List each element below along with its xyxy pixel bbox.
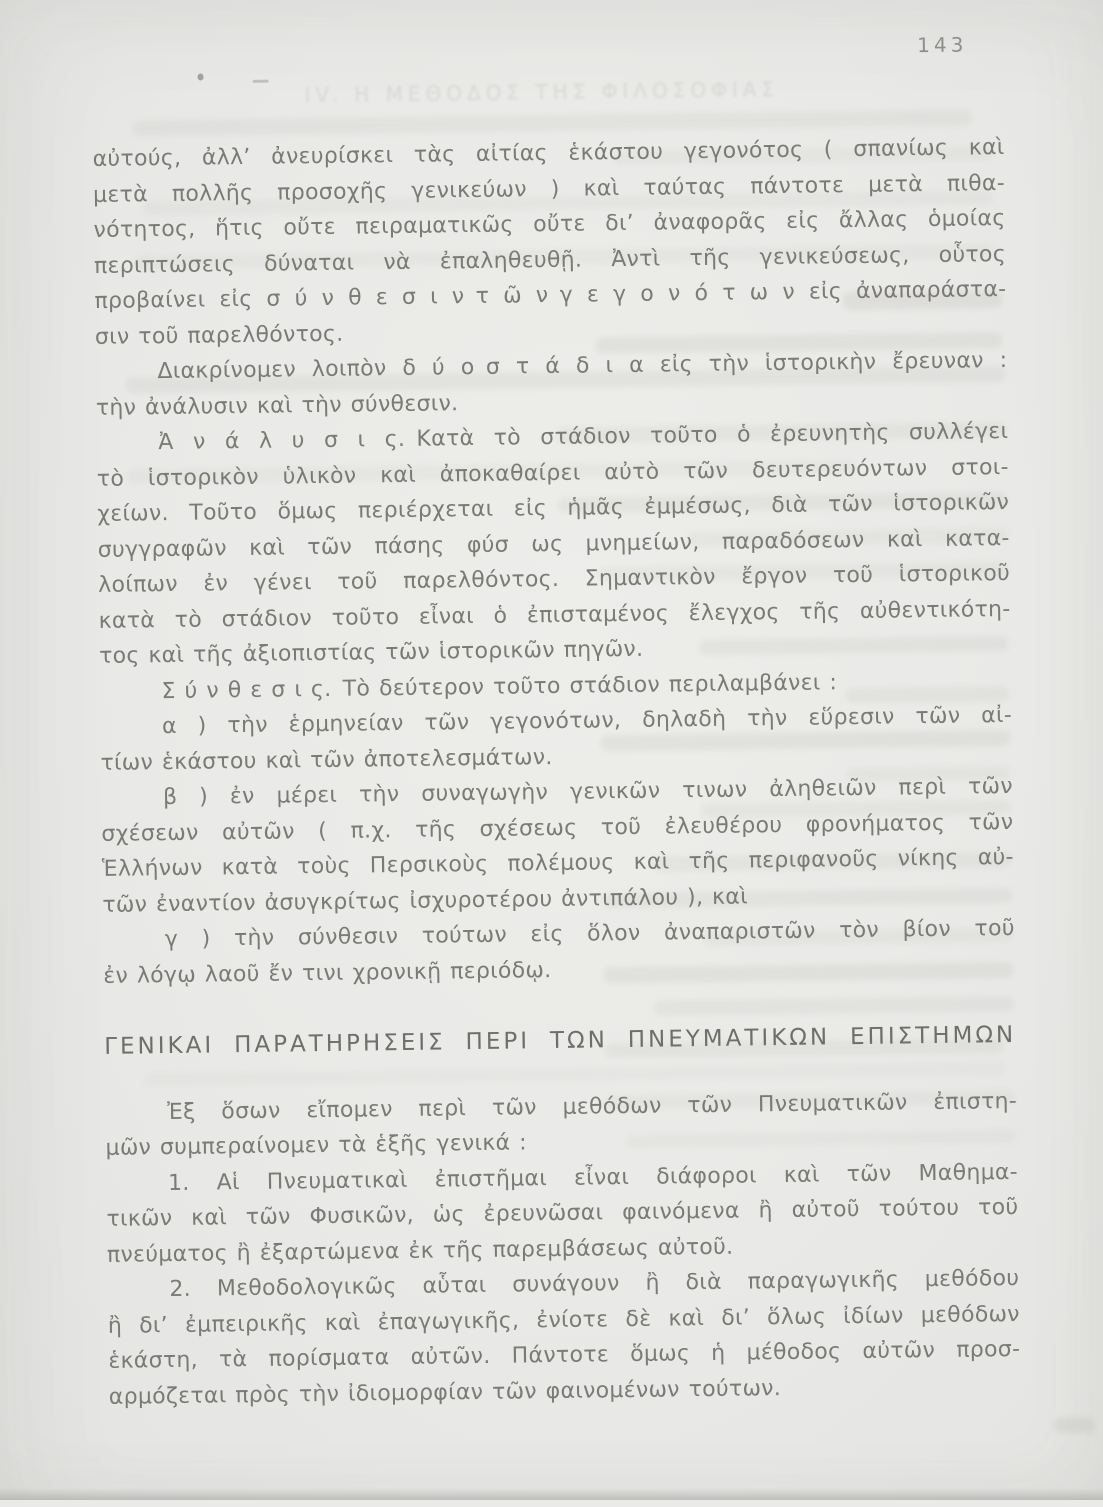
paragraph [106, 1154, 1019, 1272]
text-line: τῶν ἐναντίον ἀσυγκρίτως ἰσχυροτέρου ἀντιπάλου ), καὶ [102, 883, 749, 918]
text-line: συγγραφῶν καὶ τῶν πάσης φύσ ως μνημείων, παραδόσεων καὶ κατα- [97, 525, 1010, 563]
text-line: κατὰ τὸ στάδιον τοῦτο εἶναι ὁ ἐπισταμένος ἔλεγχος τῆς αὐθεντικότη- [98, 596, 1011, 634]
text-line: περιπτώσεις δύναται νὰ ἐπαληθευθῇ. Ἀντὶ τῆς γενικεύσεως, οὗτος [93, 241, 1007, 279]
text-line: τίων ἑκάστου καὶ τῶν ἀποτελεσμάτων. [100, 744, 553, 776]
text-line: ἑκάστη, τὰ πορίσματα αὐτῶν. Πάντοτε ὅμως ἡ μέθοδος αὐτῶν προσ- [108, 1336, 1021, 1374]
text-line: ἐν λόγῳ λαοῦ ἔν τινι χρονικῇ περιόδῳ. [103, 957, 552, 989]
bleed-through-heading: IV. Η ΜΕΘΟΔΟΣ ΤΗΣ ΦΙΛΟΣΟΦΙΑΣ [304, 76, 780, 108]
page-number: 143 [917, 32, 968, 58]
text-line: τος καὶ τῆς ἀξιοπιστίας τῶν ἱστορικῶν πηγῶν. [98, 636, 644, 669]
text-line: Διακρίνομεν λοιπὸν δ ύ ο σ τ ά δ ι α εἰς τὴν ἱστορικὴν ἔρευναν : [157, 347, 1008, 385]
text-line: προβαίνει εἰς σ ύ ν θ ε σ ι ν τ ῶ ν γ ε γ ο ν ό τ ω ν εἰς ἀναπαράστα- [94, 277, 1007, 314]
text-line: Σ ύ ν θ ε σ ι ς. Τὸ δεύτερον τοῦτο στάδιον περιλαμβάνει : [161, 669, 838, 704]
scan-bottom-edge [0, 1488, 1103, 1500]
paragraph [103, 911, 1016, 994]
bleed-through-artifact [1053, 1417, 1095, 1434]
text-line: β ) ἐν μέρει τὴν συναγωγὴν γενικῶν τινων ἀληθειῶν περὶ τῶν [162, 773, 1014, 811]
text-line: Ἑλλήνων κατὰ τοὺς Περσικοὺς πολέμους καὶ τῆς περιφανοῦς νίκης αὐ- [101, 844, 1015, 882]
text-line: α ) τὴν ἑρμηνείαν τῶν γεγονότων, δηλαδὴ τὴν εὕρεσιν τῶν αἰ- [161, 702, 1013, 740]
text-line: τὴν ἀνάλυσιν καὶ τὴν σύνθεσιν. [95, 390, 459, 421]
text-line: πνεύματος ἢ ἐξαρτώμενα ἐκ τῆς παρεμβάσεως αὐτοῦ. [106, 1234, 734, 1268]
text-line: 1. Αἱ Πνευματικαὶ ἐπιστῆμαι εἶναι διάφοροι καὶ τῶν Μαθημα- [167, 1159, 1019, 1196]
text-line: αρμόζεται πρὸς τὴν ἰδιομορφίαν τῶν φαινομένων τούτων. [108, 1375, 782, 1410]
text-line: γ ) τὴν σύνθεσιν τούτων εἰς ὅλον ἀναπαριστῶν τὸν βίον τοῦ [164, 915, 1015, 953]
text-line: λοίπων ἐν γένει τοῦ παρελθόντος. Σημαντικὸν ἔργον τοῦ ἱστορικοῦ [98, 560, 1011, 598]
text-line: μετὰ πολλῆς προσοχῆς γενικεύων ) καὶ ταύτας πάντοτε μετὰ πιθα- [92, 170, 1006, 208]
text-line: σιν τοῦ παρελθόντος. [94, 321, 344, 350]
text-line: αὐτούς, ἀλλ’ ἀνευρίσκει τὰς αἰτίας ἑκάστου γεγονότος ( σπανίως καὶ [92, 135, 1005, 172]
bleed-through-artifacts [0, 0, 1094, 7]
text-line: σχέσεων αὐτῶν ( π.χ. τῆς σχέσεως τοῦ ἐλευθέρου φρονήματος τῶν [101, 809, 1014, 847]
text-line: νότητος, ἥτις οὔτε πειραματικῶς οὔτε δι’ ἀναφορᾶς εἰς ἄλλας ὁμοίας [93, 206, 1006, 243]
text-line: 2. Μεθοδολογικῶς αὗται συνάγουν ἢ διὰ παραγωγικῆς μεθόδου [169, 1265, 1020, 1303]
bleed-through-artifact [842, 290, 1002, 310]
ink-speck [198, 73, 204, 80]
text-line: ἢ δι’ ἐμπειρικῆς καὶ ἐπαγωγικῆς, ἐνίοτε δὲ καὶ δι’ ὅλως ἰδίων μεθόδων [107, 1301, 1020, 1339]
bleed-through-artifact [845, 686, 1010, 703]
heading-line: ΓΕΝΙΚΑΙ ΠΑΡΑΤΗΡΗΣΕΙΣ ΠΕΡΙ ΤΩΝ ΠΝΕΥΜΑΤΙΚΩΝ ΕΠΙΣΤΗΜΩΝ [104, 1021, 1017, 1060]
ink-speck [253, 80, 269, 83]
text-line: τὸ ἱστορικὸν ὑλικὸν καὶ ἀποκαθαίρει αὐτὸ τῶν δευτερευόντων στοι- [96, 454, 1009, 492]
text-line: χείων. Τοῦτο ὅμως περιέρχεται εἰς ἡμᾶς ἐμμέσως, διὰ τῶν ἱστορικῶν [97, 489, 1010, 527]
text-line: Ἐξ ὅσων εἴπομεν περὶ τῶν μεθόδων τῶν Πνευματικῶν ἐπιστη- [166, 1088, 1018, 1125]
paragraph [96, 414, 1011, 674]
paragraph [107, 1261, 1021, 1415]
text-line: μῶν συμπεραίνομεν τὰ ἑξῆς γενικά : [105, 1130, 528, 1161]
text-line: Ἀ ν ά λ υ σ ι ς. Κατὰ τὸ στάδιον τοῦτο ὁ ἐρευνητὴς συλλέγει [158, 418, 1009, 456]
text-line: τικῶν καὶ τῶν Φυσικῶν, ὡς ἐρευνῶσαι φαινόμενα ἢ αὐτοῦ τούτου τοῦ [106, 1194, 1019, 1232]
paragraph [92, 130, 1007, 355]
bleed-through-artifact [846, 766, 1011, 782]
